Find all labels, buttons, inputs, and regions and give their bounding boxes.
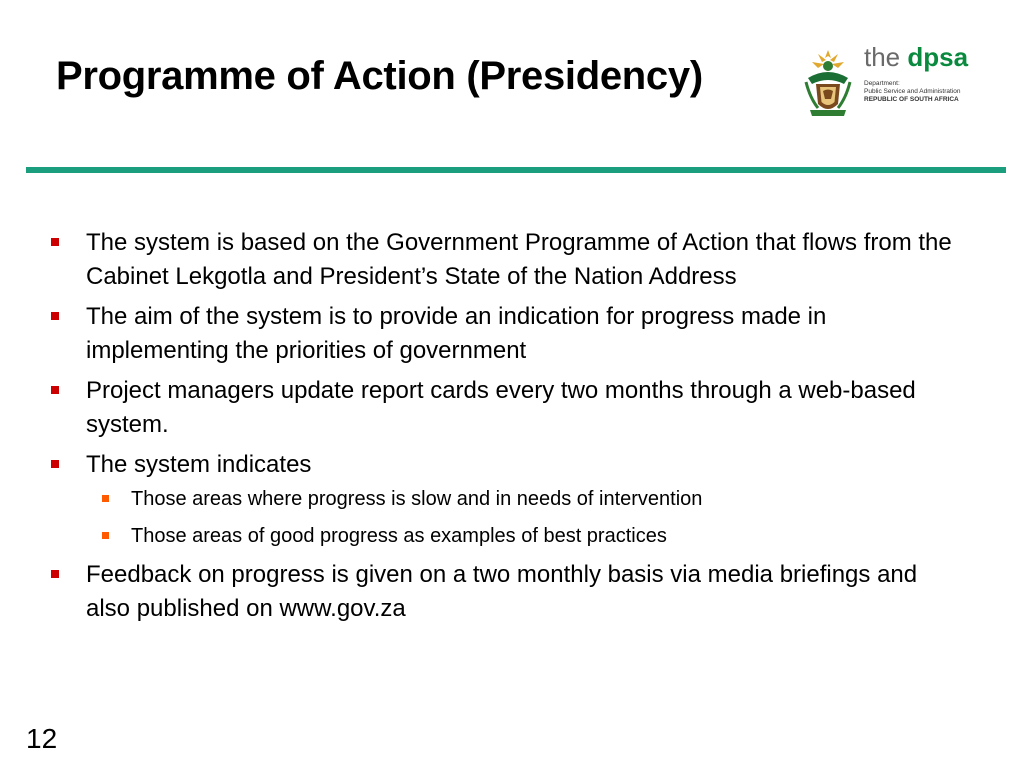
dpsa-wordmark — [864, 42, 990, 72]
bullet-item — [46, 558, 966, 626]
coat-of-arms-icon — [800, 44, 856, 124]
dpsa-country-line: REPUBLIC OF SOUTH AFRICA — [864, 96, 959, 103]
bullet-item — [46, 300, 966, 368]
bullet-item — [46, 226, 966, 294]
sub-bullet-square-icon — [102, 495, 109, 502]
sub-bullet-item — [86, 484, 966, 514]
dpsa-wordmark-block — [864, 42, 990, 104]
dpsa-department-line: Department: — [864, 80, 900, 87]
page-number: 12 — [26, 723, 58, 754]
bullet-text: Feedback on progress is given on a two monthly basis via media briefings and also published on www.gov.za — [86, 561, 918, 622]
dpsa-logo — [800, 42, 990, 128]
title-divider — [26, 167, 1006, 173]
bullet-list — [46, 226, 966, 632]
bullet-square-icon — [51, 386, 59, 394]
bullet-square-icon — [51, 312, 59, 320]
dpsa-department-name: Public Service and Administration — [864, 88, 961, 95]
bullet-text: Project managers update report cards every two months through a web-based system. — [86, 377, 916, 438]
slide-title: Programme of Action (Presidency) — [56, 54, 703, 98]
sub-bullet-list — [86, 484, 966, 551]
sub-bullet-square-icon — [102, 532, 109, 539]
bullet-text: The system indicates — [86, 451, 312, 478]
bullet-square-icon — [51, 570, 59, 578]
bullet-square-icon — [51, 238, 59, 246]
dpsa-name-text: dpsa — [907, 42, 969, 72]
sub-bullet-text: Those areas where progress is slow and in needs of intervention — [131, 488, 703, 510]
sub-bullet-text: Those areas of good progress as examples of best practices — [131, 525, 667, 547]
dpsa-the-text: the — [864, 42, 901, 72]
sub-bullet-item — [86, 521, 966, 551]
bullet-square-icon — [51, 460, 59, 468]
bullet-text: The system is based on the Government Programme of Action that flows from the Cabinet Lekgotla and President’s State of the Nation Address — [86, 229, 952, 290]
bullet-item — [46, 374, 966, 442]
bullet-text: The aim of the system is to provide an indication for progress made in implementing the priorities of government — [86, 303, 827, 364]
bullet-item — [46, 448, 966, 551]
